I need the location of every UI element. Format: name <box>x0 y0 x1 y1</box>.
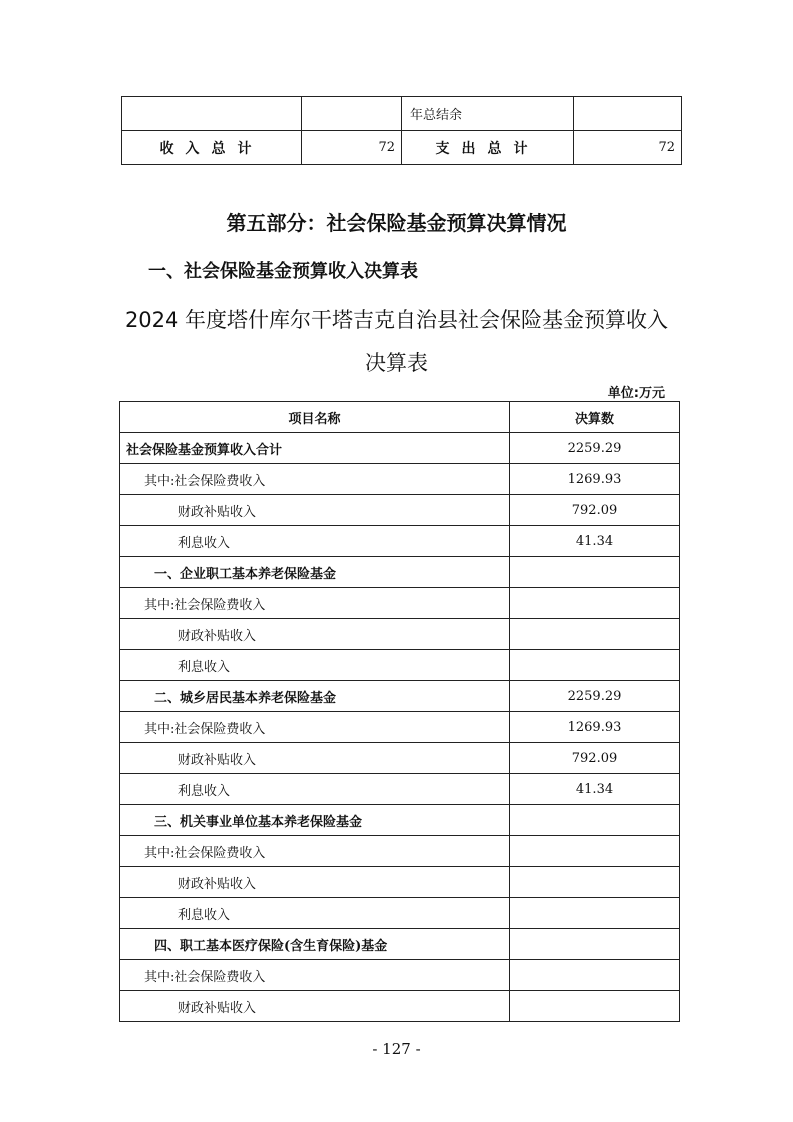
table-row <box>122 131 682 165</box>
table-row <box>120 805 680 836</box>
section-subtitle: 一、社会保险基金预算收入决算表 <box>148 261 418 282</box>
income-total-label: 收入总计 <box>122 131 302 165</box>
table-row <box>120 557 680 588</box>
table-row <box>120 433 680 464</box>
row-name: 财政补贴收入 <box>120 495 510 526</box>
row-value <box>510 557 680 588</box>
row-value: 41.34 <box>510 774 680 805</box>
row-name: 利息收入 <box>120 898 510 929</box>
row-name: 三、机关事业单位基本养老保险基金 <box>120 805 510 836</box>
row-name: 财政补贴收入 <box>120 991 510 1022</box>
row-value <box>510 650 680 681</box>
row-value: 1269.93 <box>510 464 680 495</box>
row-value: 792.09 <box>510 743 680 774</box>
table-row <box>120 836 680 867</box>
table-row <box>120 898 680 929</box>
table-row <box>120 712 680 743</box>
row-name: 其中:社会保险费收入 <box>120 712 510 743</box>
table-row <box>120 495 680 526</box>
table-row <box>120 681 680 712</box>
unit-label: 单位:万元 <box>607 386 665 401</box>
row-name: 财政补贴收入 <box>120 743 510 774</box>
row-value <box>510 867 680 898</box>
table-title-line1: 2024 年度塔什库尔干塔吉克自治县社会保险基金预算收入 <box>124 308 669 332</box>
row-name: 四、职工基本医疗保险(含生育保险)基金 <box>120 929 510 960</box>
table-row <box>122 97 682 131</box>
row-name: 其中:社会保险费收入 <box>120 588 510 619</box>
row-name: 一、企业职工基本养老保险基金 <box>120 557 510 588</box>
page-number: - 127 - <box>372 1040 421 1058</box>
row-name: 其中:社会保险费收入 <box>120 960 510 991</box>
part-title: 第五部分：社会保险基金预算决算情况 <box>226 211 567 235</box>
row-value <box>510 960 680 991</box>
row-name: 利息收入 <box>120 526 510 557</box>
row-name: 财政补贴收入 <box>120 619 510 650</box>
table-title-line2: 决算表 <box>365 351 428 375</box>
income-total-value: 72 <box>302 131 402 165</box>
row-value <box>510 588 680 619</box>
row-name: 二、城乡居民基本养老保险基金 <box>120 681 510 712</box>
row-value <box>510 805 680 836</box>
table-row <box>120 929 680 960</box>
row-name: 利息收入 <box>120 774 510 805</box>
table-row <box>120 526 680 557</box>
row-name: 利息收入 <box>120 650 510 681</box>
row-value <box>510 619 680 650</box>
table-row <box>120 650 680 681</box>
table-header-row <box>120 402 680 433</box>
row-name: 财政补贴收入 <box>120 867 510 898</box>
table-row <box>120 619 680 650</box>
table-cell <box>302 97 402 131</box>
table-cell <box>122 97 302 131</box>
table-row <box>120 588 680 619</box>
summary-table <box>121 96 682 165</box>
header-value: 决算数 <box>510 402 680 433</box>
row-value: 2259.29 <box>510 681 680 712</box>
row-name: 其中:社会保险费收入 <box>120 836 510 867</box>
table-row <box>120 991 680 1022</box>
table-row <box>120 774 680 805</box>
header-item-name: 项目名称 <box>120 402 510 433</box>
row-value <box>510 898 680 929</box>
income-table <box>119 401 680 1022</box>
year-end-balance-label: 年总结余 <box>402 97 574 131</box>
table-row <box>120 464 680 495</box>
expense-total-value: 72 <box>574 131 682 165</box>
expense-total-label: 支出总计 <box>402 131 574 165</box>
row-value: 1269.93 <box>510 712 680 743</box>
table-row <box>120 743 680 774</box>
table-row <box>120 867 680 898</box>
row-value <box>510 836 680 867</box>
row-name: 其中:社会保险费收入 <box>120 464 510 495</box>
row-name: 社会保险基金预算收入合计 <box>120 433 510 464</box>
table-cell <box>574 97 682 131</box>
table-row <box>120 960 680 991</box>
row-value <box>510 929 680 960</box>
row-value: 792.09 <box>510 495 680 526</box>
row-value: 41.34 <box>510 526 680 557</box>
row-value <box>510 991 680 1022</box>
row-value: 2259.29 <box>510 433 680 464</box>
